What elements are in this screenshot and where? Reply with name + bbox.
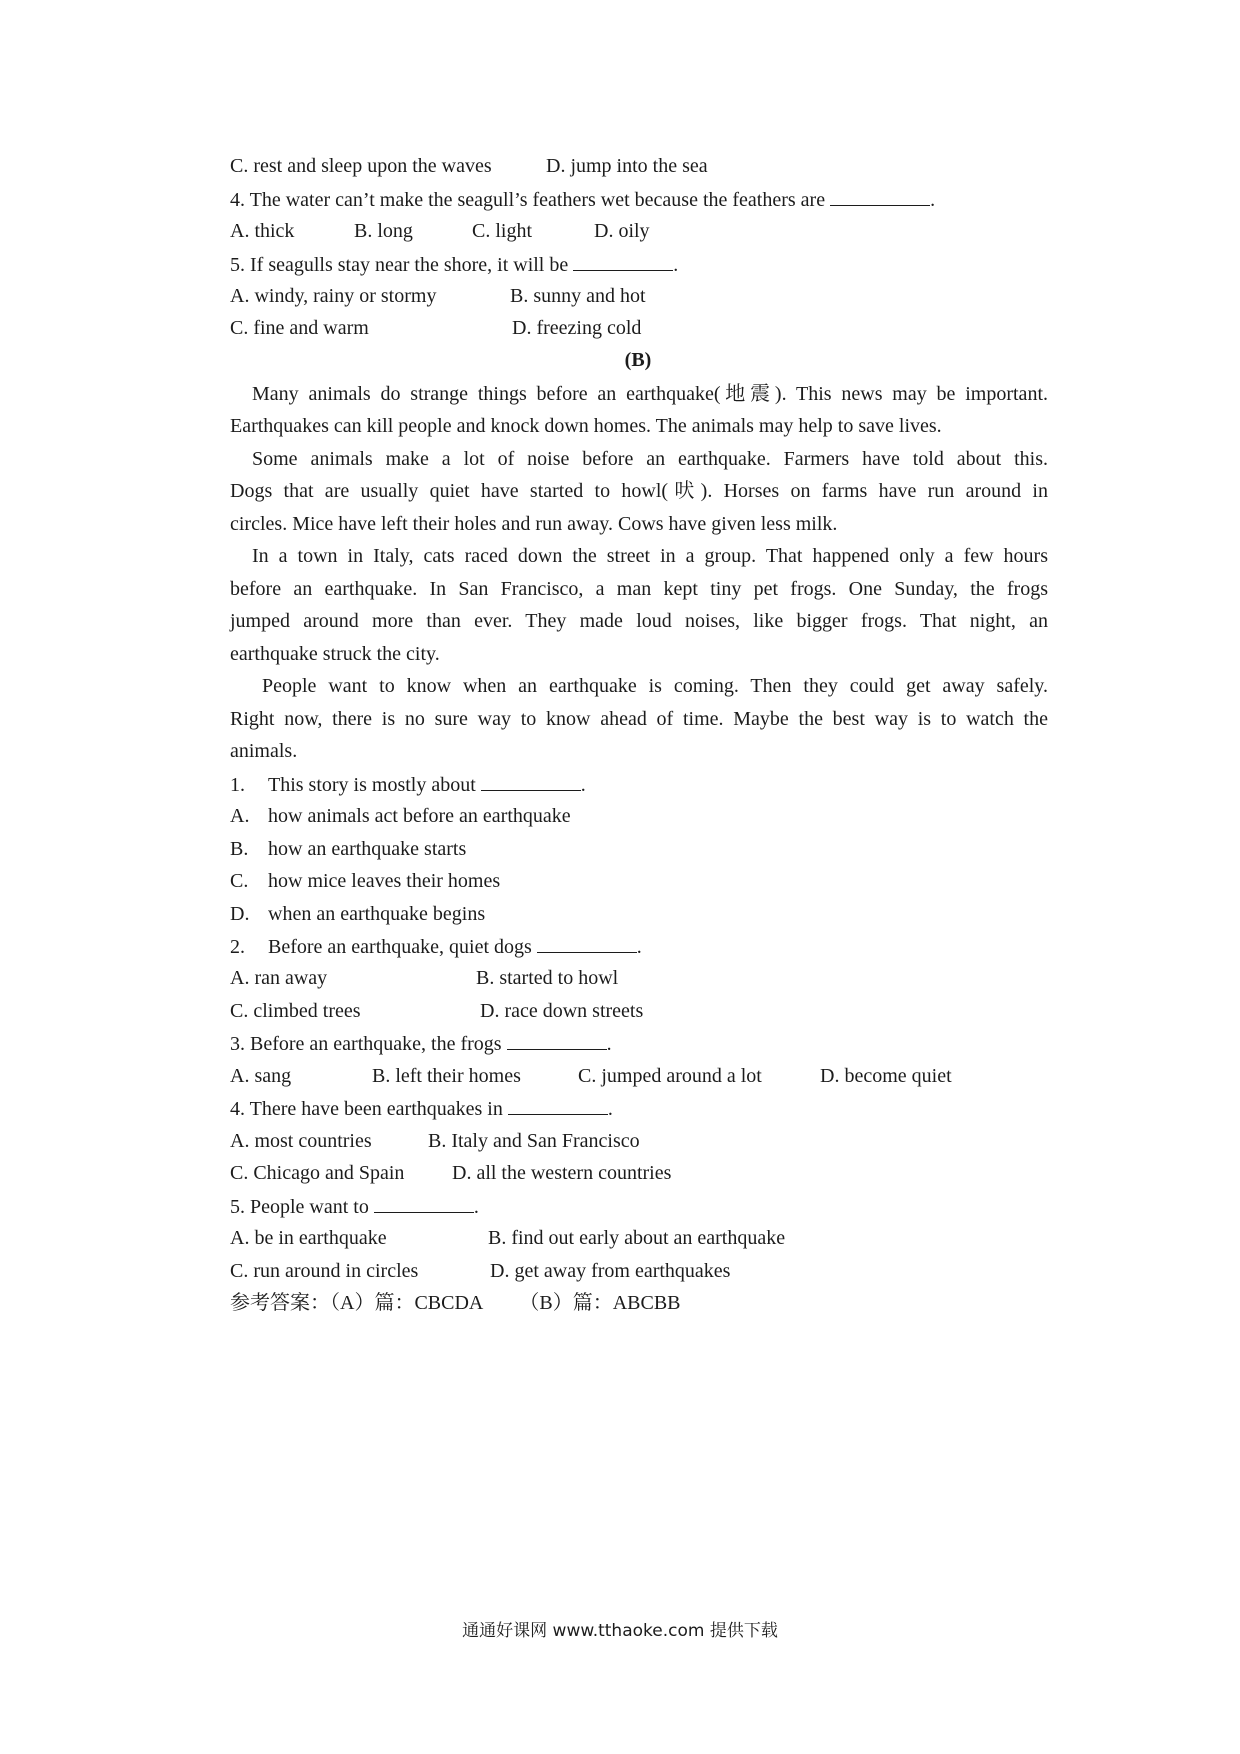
answer-key-b: （B）篇：ABCBB	[519, 1292, 681, 1314]
b-q4-option-c: C. Chicago and Spain	[230, 1162, 405, 1184]
passage-line: Dogs that are usually quiet have started to howl(吠). Horses on farms have run around in	[230, 480, 1048, 502]
passage-line: jumped around more than ever. They made loud noises, like bigger frogs. That night, an	[230, 610, 1048, 632]
answer-blank	[573, 252, 673, 271]
b-q3-option-b: B. left their homes	[372, 1065, 521, 1087]
b-q4-option-a: A. most countries	[230, 1130, 372, 1152]
b-q3-stem-end: .	[606, 1033, 612, 1055]
b-q2-option-c: C. climbed trees	[230, 1000, 361, 1022]
a-q5-stem	[230, 252, 678, 277]
b-q5-stem	[230, 1194, 479, 1219]
b-q5-option-a: A. be in earthquake	[230, 1227, 387, 1249]
option-letter: D.	[230, 903, 250, 925]
b-q1-option-d	[230, 902, 485, 926]
b-q4-stem	[230, 1096, 613, 1121]
option-text: when an earthquake begins	[268, 903, 486, 925]
passage-line: Many animals do strange things before an earthquake(地震). This news may be important.	[252, 383, 1048, 405]
answer-key	[230, 1291, 681, 1315]
option-text: how an earthquake starts	[268, 838, 467, 860]
a-q5-stem-text: 5. If seagulls stay near the shore, it will be	[230, 254, 574, 276]
question-number: 2.	[230, 936, 245, 958]
b-q5-stem-end: .	[473, 1196, 479, 1218]
b-q2-option-b: B. started to howl	[476, 967, 619, 989]
q3-option-c: C. rest and sleep upon the waves	[230, 155, 492, 177]
a-q4-stem-text: 4. The water can’t make the seagull’s feathers wet because the feathers are	[230, 189, 831, 211]
passage-line: People want to know when an earthquake is coming. Then they could get away safely.	[262, 675, 1048, 697]
b-q4-stem-text: 4. There have been earthquakes in	[230, 1098, 508, 1120]
b-q2-stem	[230, 934, 642, 959]
option-text: how mice leaves their homes	[268, 870, 501, 892]
question-number: 1.	[230, 774, 245, 796]
answer-blank	[537, 934, 637, 953]
b-q5-option-d: D. get away from earthquakes	[490, 1260, 731, 1282]
q3-option-d: D. jump into the sea	[546, 155, 708, 177]
a-q4-stem	[230, 187, 935, 212]
b-q3-stem-text: 3. Before an earthquake, the frogs	[230, 1033, 507, 1055]
b-q5-option-c: C. run around in circles	[230, 1260, 419, 1282]
answer-blank	[481, 772, 581, 791]
passage-line: earthquake struck the city.	[230, 643, 440, 665]
a-q5-option-c: C. fine and warm	[230, 317, 369, 339]
passage-line: Some animals make a lot of noise before an earthquake. Farmers have told about this.	[252, 448, 1048, 470]
b-q1-option-c	[230, 869, 500, 893]
a-q4-option-c: C. light	[472, 220, 533, 242]
option-text: how animals act before an earthquake	[268, 805, 571, 827]
section-b-heading: (B)	[624, 349, 652, 371]
b-q2-stem-text: Before an earthquake, quiet dogs	[268, 936, 537, 958]
b-q5-option-b: B. find out early about an earthquake	[488, 1227, 786, 1249]
answer-key-a: （A）篇：CBCDA	[330, 1292, 484, 1314]
answer-blank	[374, 1194, 474, 1213]
a-q5-option-b: B. sunny and hot	[510, 285, 646, 307]
answer-key-label: 参考答案：	[230, 1292, 330, 1314]
b-q1-stem	[230, 772, 586, 797]
answer-blank	[830, 187, 930, 206]
b-q4-option-b: B. Italy and San Francisco	[428, 1130, 640, 1152]
a-q5-stem-end: .	[673, 254, 679, 276]
b-q4-option-d: D. all the western countries	[452, 1162, 672, 1184]
b-q4-stem-end: .	[607, 1098, 613, 1120]
b-q1-option-a	[230, 804, 571, 828]
answer-blank	[507, 1031, 607, 1050]
b-q2-option-d: D. race down streets	[480, 1000, 644, 1022]
a-q4-stem-end: .	[930, 189, 936, 211]
option-letter: C.	[230, 870, 249, 892]
b-q3-option-c: C. jumped around a lot	[578, 1065, 762, 1087]
b-q3-option-a: A. sang	[230, 1065, 292, 1087]
b-q1-option-b	[230, 837, 466, 861]
option-letter: A.	[230, 805, 250, 827]
a-q4-option-d: D. oily	[594, 220, 650, 242]
a-q4-option-b: B. long	[354, 220, 413, 242]
option-letter: B.	[230, 838, 249, 860]
b-q1-stem-text: This story is mostly about	[268, 774, 481, 796]
b-q3-option-d: D. become quiet	[820, 1065, 952, 1087]
b-q1-stem-end: .	[580, 774, 586, 796]
a-q5-option-d: D. freezing cold	[512, 317, 642, 339]
a-q4-option-a: A. thick	[230, 220, 295, 242]
page-footer: 通通好课网 www.tthaoke.com 提供下载	[462, 1621, 778, 1641]
a-q5-option-a: A. windy, rainy or stormy	[230, 285, 437, 307]
passage-line: Earthquakes can kill people and knock down homes. The animals may help to save lives.	[230, 415, 942, 437]
answer-blank	[508, 1096, 608, 1115]
passage-line: circles. Mice have left their holes and run away. Cows have given less milk.	[230, 513, 838, 535]
b-q2-option-a: A. ran away	[230, 967, 328, 989]
passage-line: before an earthquake. In San Francisco, a man kept tiny pet frogs. One Sunday, the frogs	[230, 578, 1048, 600]
passage-line: In a town in Italy, cats raced down the street in a group. That happened only a few hours	[252, 545, 1048, 567]
passage-line: animals.	[230, 740, 298, 762]
b-q3-stem	[230, 1031, 612, 1056]
passage-line: Right now, there is no sure way to know ahead of time. Maybe the best way is to watch the	[230, 708, 1048, 730]
b-q5-stem-text: 5. People want to	[230, 1196, 374, 1218]
b-q2-stem-end: .	[636, 936, 642, 958]
